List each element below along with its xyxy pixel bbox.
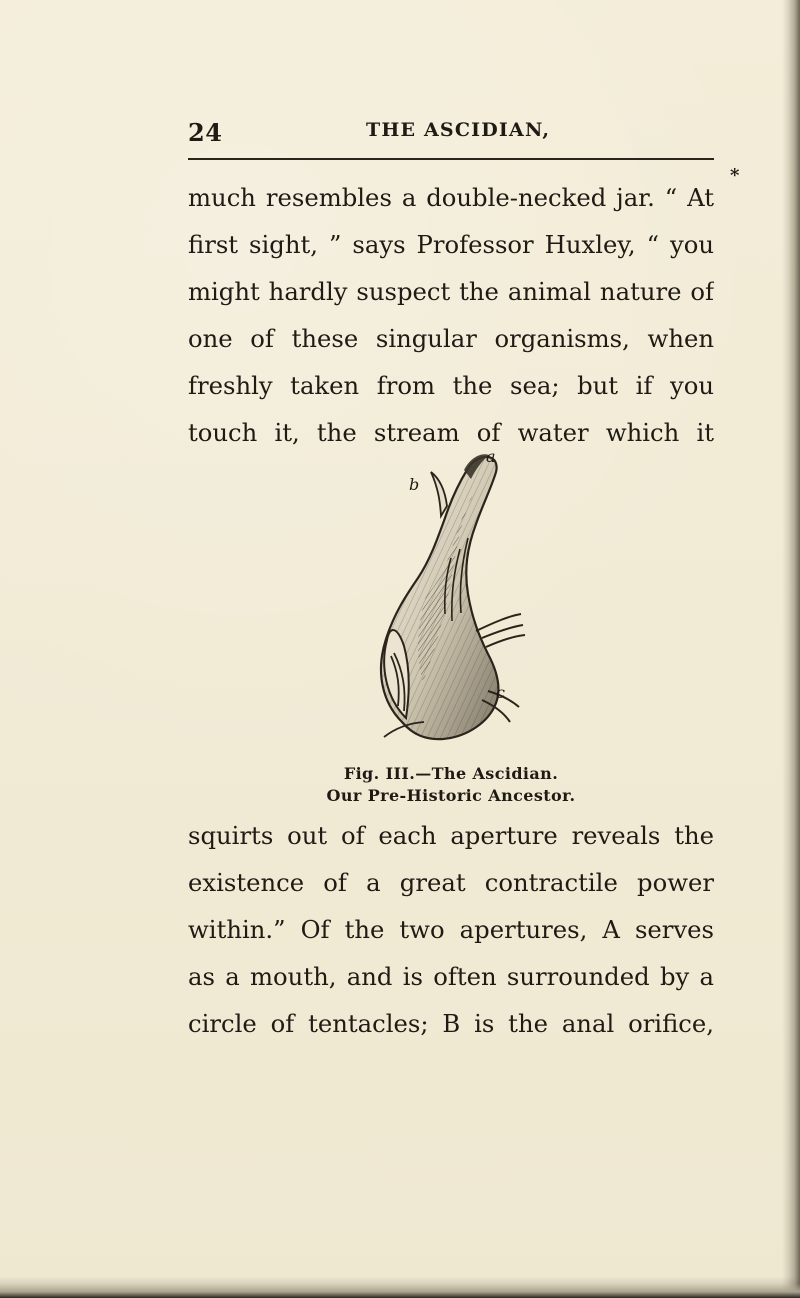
page-number: 24 bbox=[188, 118, 223, 147]
margin-mark: * bbox=[730, 165, 740, 186]
page-bottom-edge bbox=[0, 1276, 800, 1298]
text-block-after-figure bbox=[188, 812, 714, 1047]
page-right-edge bbox=[782, 0, 800, 1298]
page-header bbox=[188, 118, 714, 158]
text-line: existence of a great contractile power bbox=[188, 868, 714, 897]
text-line: circle of tentacles; B is the anal orifice, bbox=[188, 1009, 714, 1038]
figure-label-c: c bbox=[496, 683, 505, 702]
ascidian-illustration bbox=[350, 448, 530, 753]
text-block-before-figure bbox=[188, 174, 714, 456]
header-rule bbox=[188, 158, 714, 160]
text-line: much resembles a double-necked jar. “ At bbox=[188, 183, 714, 212]
text-line: as a mouth, and is often surrounded by a bbox=[188, 962, 714, 991]
text-line: squirts out of each aperture reveals the bbox=[188, 821, 714, 850]
text-line: touch it, the stream of water which it bbox=[188, 418, 714, 447]
running-head: THE ASCIDIAN, bbox=[366, 119, 551, 141]
text-line: first sight, ” says Professor Huxley, “ you bbox=[188, 230, 714, 259]
figure-caption-line-2: Our Pre-Historic Ancestor. bbox=[326, 786, 576, 805]
text-line: freshly taken from the sea; but if you bbox=[188, 371, 714, 400]
figure-label-b: b bbox=[409, 475, 420, 494]
text-line: within.” Of the two apertures, A serves bbox=[188, 915, 714, 944]
figure-label-a: a bbox=[486, 448, 496, 466]
text-line: might hardly suspect the animal nature of bbox=[188, 277, 714, 306]
figure-caption-line-1: Fig. III.—The Ascidian. bbox=[343, 764, 559, 783]
text-line: one of these singular organisms, when bbox=[188, 324, 714, 353]
